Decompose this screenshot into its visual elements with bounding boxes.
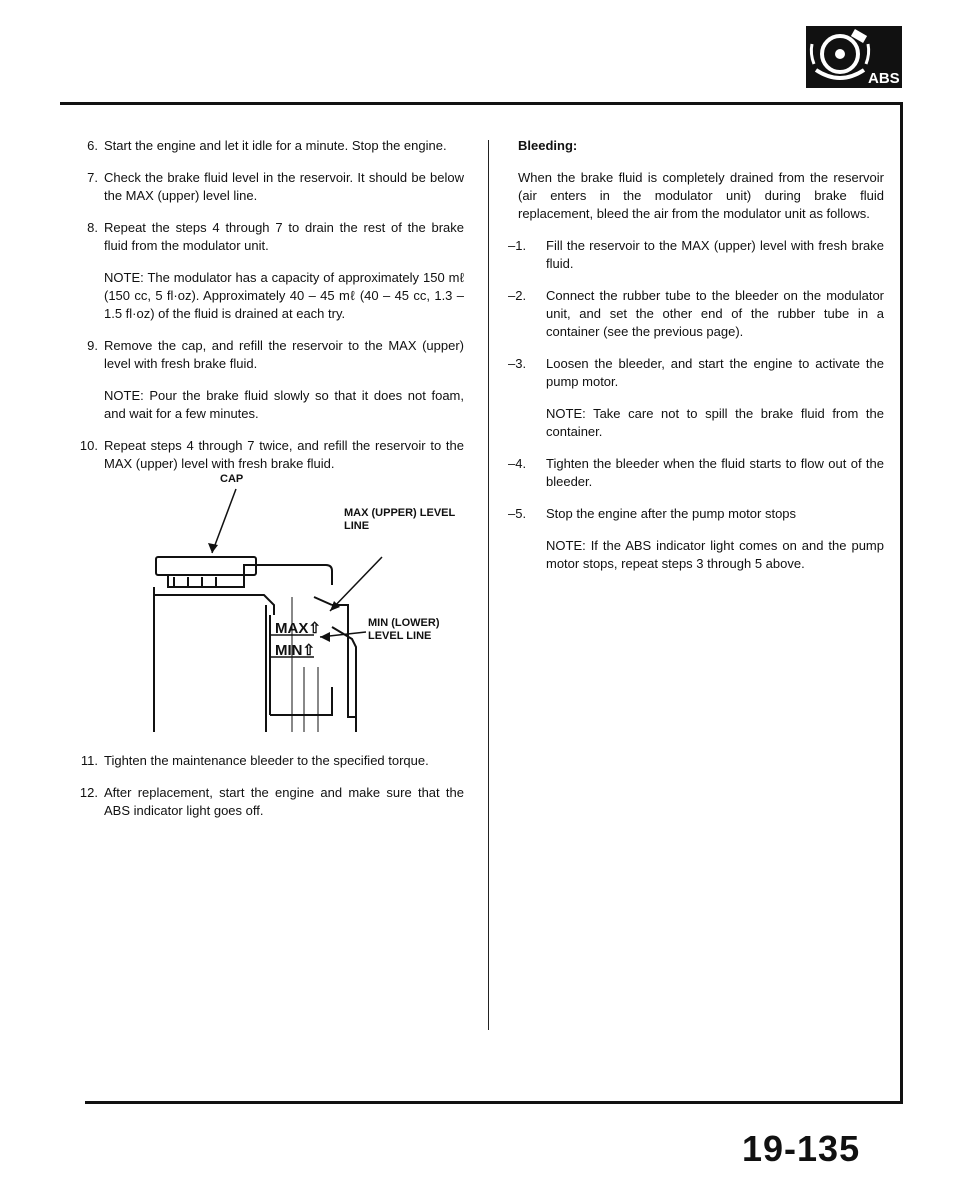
step-number: 7. [87,170,98,185]
right-column [508,137,884,587]
step-10 [79,437,464,473]
step-11 [80,752,464,770]
right-border-rule [900,102,903,1104]
step-text: Start the engine and let it idle for a minute. Stop the engine. [104,138,447,153]
step-number: 11. [80,753,98,768]
step-text: Tighten the maintenance bleeder to the specified torque. [104,753,429,768]
step-number: –2. [508,288,527,303]
bleed-step-4 [508,455,884,491]
note-spill: NOTE: Take care not to spill the brake fluid from the container. [546,406,884,439]
step-number: –1. [508,238,527,253]
page-number: 19-135 [742,1128,861,1169]
step-8 [87,219,464,255]
reservoir-figure [104,473,464,732]
step-text: Repeat the steps 4 through 7 to drain the rest of the brake fluid from the modulator unit. [104,220,464,253]
footer-rule [85,1101,903,1104]
step-12 [79,784,464,820]
min-level-callout: MIN (LOWER) LEVEL LINE [368,617,440,642]
left-column [79,137,464,834]
abs-brake-disc-icon [806,26,902,88]
step-text: Loosen the bleeder, and start the engine to activate the pump motor. [546,356,884,389]
step-7 [87,169,464,205]
step-number: 6. [87,138,98,153]
max-level-callout: MAX (UPPER) LEVEL LINE [344,507,456,532]
cap-callout: CAP [220,473,244,485]
step-text: Fill the reservoir to the MAX (upper) level with fresh brake fluid. [546,238,884,271]
step-number: –5. [508,506,527,521]
max-mark-text: MAX⇧ [275,620,321,637]
step-number: –3. [508,356,527,371]
step-number: –4. [508,456,527,471]
step-number: 12. [79,785,98,800]
note-modulator-capacity: NOTE: The modulator has a capacity of approximately 150 mℓ (150 cc, 5 fl·oz). Approximately 40 – 45 mℓ (40 – 45 cc, 1.3 – 1.5 fl·oz) of the fluid is drained at each try. [104,270,464,321]
step-text: Repeat steps 4 through 7 twice, and refill the reservoir to the MAX (upper) level with fresh brake fluid. [104,438,464,471]
step-text: Tighten the bleeder when the fluid starts to flow out of the bleeder. [546,456,884,489]
bleeding-heading: Bleeding: [518,138,578,153]
step-number: 9. [87,338,98,353]
note-abs-indicator: NOTE: If the ABS indicator light comes on and the pump motor stops, repeat steps 3 through 5 above. [546,538,884,571]
column-divider [488,140,489,1030]
step-6 [87,137,464,155]
step-number: 10. [79,438,98,453]
min-mark-text: MIN⇧ [275,642,316,659]
bleed-step-2 [508,287,884,341]
bleed-step-5 [508,505,884,523]
step-text: Stop the engine after the pump motor stops [546,506,797,521]
note-pour-slowly: NOTE: Pour the brake fluid slowly so that it does not foam, and wait for a few minutes. [104,388,464,421]
step-text: Remove the cap, and refill the reservoir to the MAX (upper) level with fresh brake fluid. [104,338,464,371]
step-number: 8. [87,220,98,235]
step-9 [87,337,464,373]
bleeding-intro: When the brake fluid is completely drained from the reservoir (air enters in the modulator unit) during brake fluid replacement, bleed the air from the modulator unit as follows. [518,170,884,221]
bleed-step-1 [508,237,884,273]
abs-badge-text: ABS [868,70,900,87]
header-rule [60,102,902,105]
bleed-step-3 [508,355,884,391]
step-text: Check the brake fluid level in the reservoir. It should be below the MAX (upper) level line. [104,170,464,203]
step-text: After replacement, start the engine and make sure that the ABS indicator light goes off. [104,785,464,818]
step-text: Connect the rubber tube to the bleeder on the modulator unit, and set the other end of the rubber tube in a container (see the previous page). [546,288,884,339]
abs-section-badge [806,26,902,88]
